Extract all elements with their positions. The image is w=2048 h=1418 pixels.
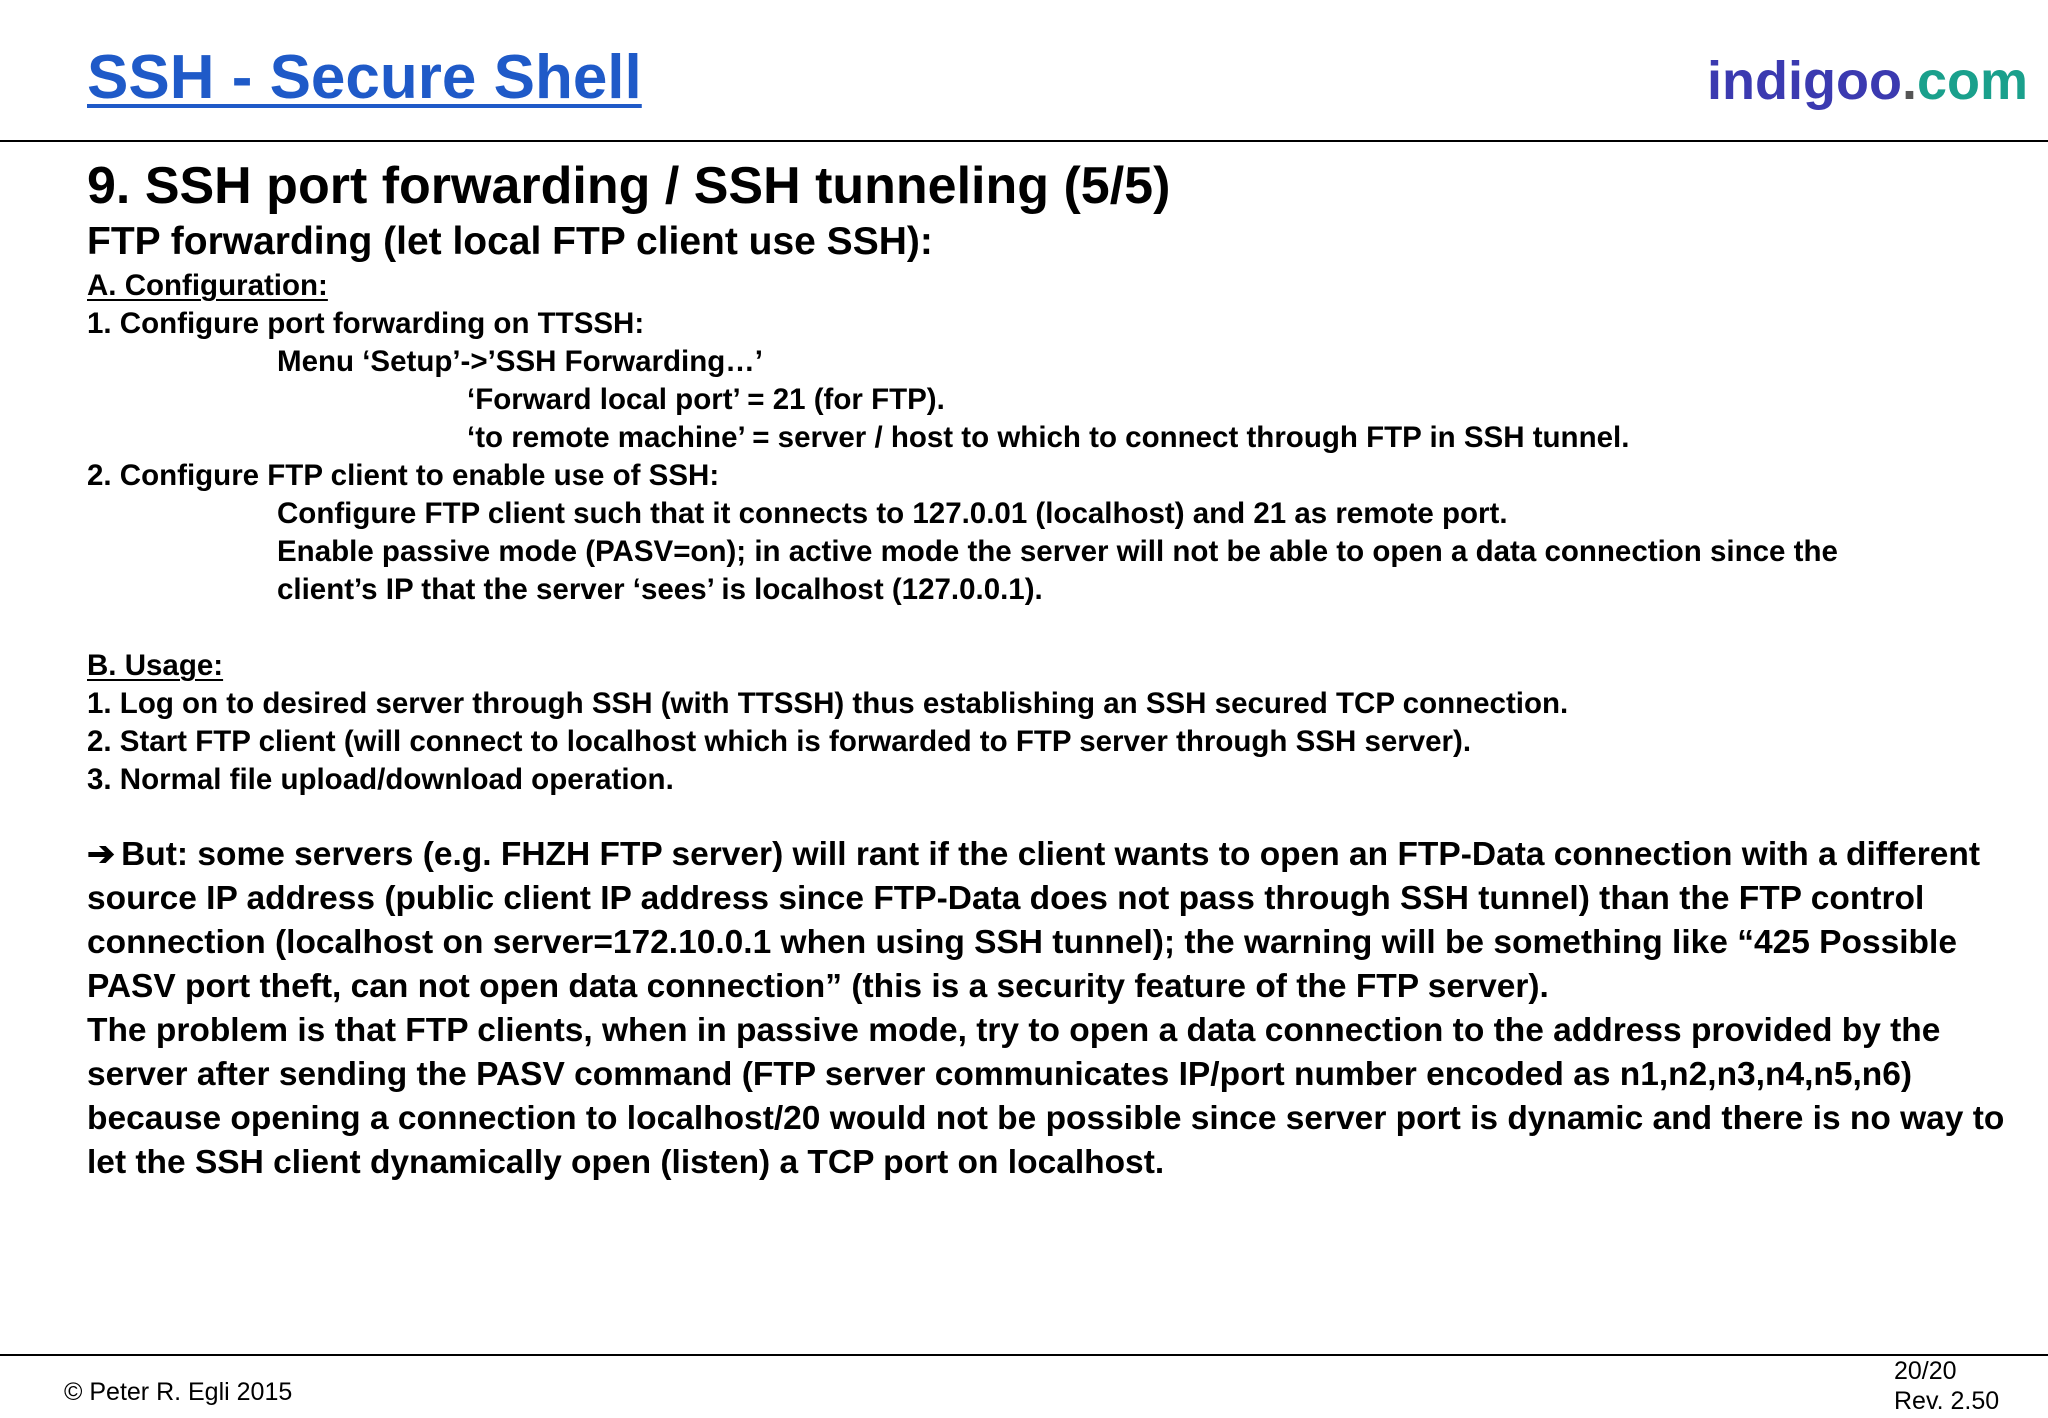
note-block: [87, 833, 2007, 1185]
configuration-line: 2. Configure FTP client to enable use of SSH:: [87, 459, 720, 492]
footer-copyright: © Peter R. Egli 2015: [64, 1378, 293, 1406]
brand-logo-dot: .: [1901, 51, 1917, 111]
usage-line: 1. Log on to desired server through SSH (with TTSSH) thus establishing an SSH secured TCP connection.: [87, 687, 1569, 720]
usage-line: 2. Start FTP client (will connect to localhost which is forwarded to FTP server through SSH server).: [87, 725, 1472, 758]
header-divider: [0, 140, 2048, 142]
note-paragraph: The problem is that FTP clients, when in passive mode, try to open a data connection to the address provided by the server after sending the PASV command (FTP server communicates IP/port number encoded as n1,n2,n3,n4,n5,n6) because opening a connection to localhost/20 would not be possible since server port is dynamic and there is no way to let the SSH client dynamically open (listen) a TCP port on localhost.: [87, 1012, 2005, 1181]
configuration-line: client’s IP that the server ‘sees’ is localhost (127.0.0.1).: [277, 573, 1043, 606]
footer-page-info: [1894, 1356, 1999, 1416]
page-number: 20/20: [1894, 1357, 1957, 1385]
brand-logo-tld: com: [1916, 51, 2028, 111]
configuration-line: Menu ‘Setup’->’SSH Forwarding…’: [277, 345, 763, 378]
configuration-line: Enable passive mode (PASV=on); in active mode the server will not be able to open a data connection since the: [277, 535, 1838, 568]
configuration-line: ‘to remote machine’ = server / host to which to connect through FTP in SSH tunnel.: [467, 421, 1630, 454]
slide-content: [87, 155, 2007, 1185]
brand-logo-main: indigoo: [1707, 51, 1902, 111]
note-paragraph: [87, 833, 2007, 1009]
configuration-line: ‘Forward local port’ = 21 (for FTP).: [467, 383, 945, 416]
note-paragraph-text: But: some servers (e.g. FHZH FTP server) will rant if the client wants to open an FTP-Data connection with a different source IP address (public client IP address since FTP-Data does not pass through SSH tunnel) than the FTP control connection (localhost on server=172.10.0.1 when using SSH tunnel); the warning will be something like “425 Possible PASV port theft, can not open data connection” (this is a security feature of the FTP server).: [87, 836, 1981, 1005]
slide-header-title: SSH - Secure Shell: [87, 43, 642, 112]
configuration-line: 1. Configure port forwarding on TTSSH:: [87, 307, 645, 340]
spacer: [87, 609, 2007, 647]
configuration-line: Configure FTP client such that it connects to 127.0.01 (localhost) and 21 as remote port.: [277, 497, 1508, 530]
arrow-right-icon: ➔: [87, 836, 116, 873]
brand-logo: [1707, 52, 2028, 111]
section-title: 9. SSH port forwarding / SSH tunneling (5/5): [87, 157, 1171, 215]
usage-line: 3. Normal file upload/download operation.: [87, 763, 674, 796]
usage-heading: B. Usage:: [87, 649, 224, 682]
configuration-heading: A. Configuration:: [87, 269, 328, 302]
footer-divider: [0, 1354, 2048, 1356]
revision-label: Rev. 2.50: [1894, 1387, 2000, 1415]
section-subtitle: FTP forwarding (let local FTP client use SSH):: [87, 220, 933, 263]
